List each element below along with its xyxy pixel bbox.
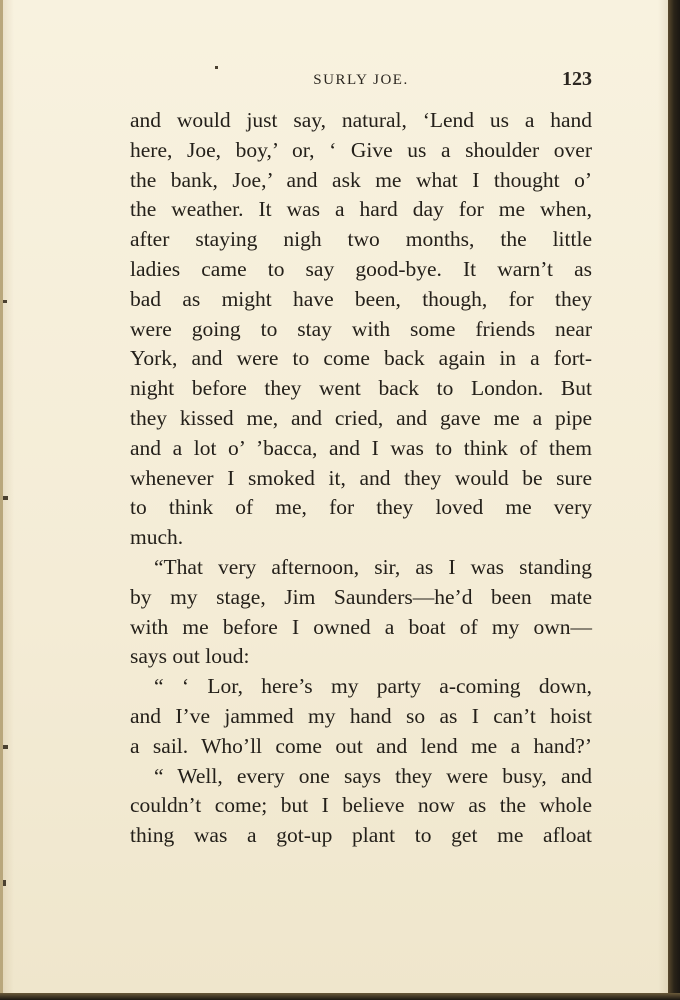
page-header (130, 68, 592, 94)
page-bottom-edge (0, 993, 680, 1000)
text-line: “ Well, every one says they were busy, and (154, 763, 592, 788)
book-spine-shadow (668, 0, 680, 1000)
text-line: here, Joe, boy,’ or, ‘ Give us a shoulder over (130, 137, 592, 162)
text-line: “That very afternoon, sir, as I was standing (154, 554, 592, 579)
text-line: York, and were to come back again in a fort- (130, 346, 592, 371)
running-head: SURLY JOE. (313, 72, 409, 88)
text-line: says out loud: (130, 644, 250, 669)
page-left-edge (0, 0, 3, 1000)
text-line: they kissed me, and cried, and gave me a pipe (130, 405, 592, 430)
text-line: and I’ve jammed my hand so as I can’t hoist (130, 703, 592, 728)
text-line: a sail. Who’ll come out and lend me a hand?’ (130, 733, 592, 758)
text-line: after staying nigh two months, the little (130, 227, 592, 252)
margin-mark (3, 300, 7, 303)
text-line: much. (130, 525, 184, 550)
margin-mark (3, 745, 8, 749)
text-line: were going to stay with some friends near (130, 316, 592, 341)
text-line: “ ‘ Lor, here’s my party a-coming down, (154, 674, 592, 699)
text-line: whenever I smoked it, and they would be sure (130, 465, 592, 490)
text-line: bad as might have been, though, for they (130, 286, 592, 311)
text-line: and a lot o’ ’bacca, and I was to think of them (130, 435, 592, 460)
body-text (130, 106, 592, 851)
text-line: couldn’t come; but I believe now as the whole (130, 793, 592, 818)
text-line: thing was a got-up plant to get me afloat (130, 823, 592, 848)
margin-mark (3, 496, 8, 500)
text-line: the weather. It was a hard day for me when, (130, 197, 592, 222)
text-line: and would just say, natural, ‘Lend us a hand (130, 108, 592, 132)
text-line: ladies came to say good-bye. It warn’t as (130, 256, 592, 281)
margin-mark (3, 880, 6, 886)
text-line: with me before I owned a boat of my own— (130, 614, 592, 639)
text-line: by my stage, Jim Saunders—he’d been mate (130, 584, 592, 609)
text-line: the bank, Joe,’ and ask me what I thought o’ (130, 167, 592, 192)
page-number: 123 (562, 68, 592, 90)
text-line: to think of me, for they loved me very (130, 495, 592, 520)
text-line: night before they went back to London. But (130, 376, 592, 401)
